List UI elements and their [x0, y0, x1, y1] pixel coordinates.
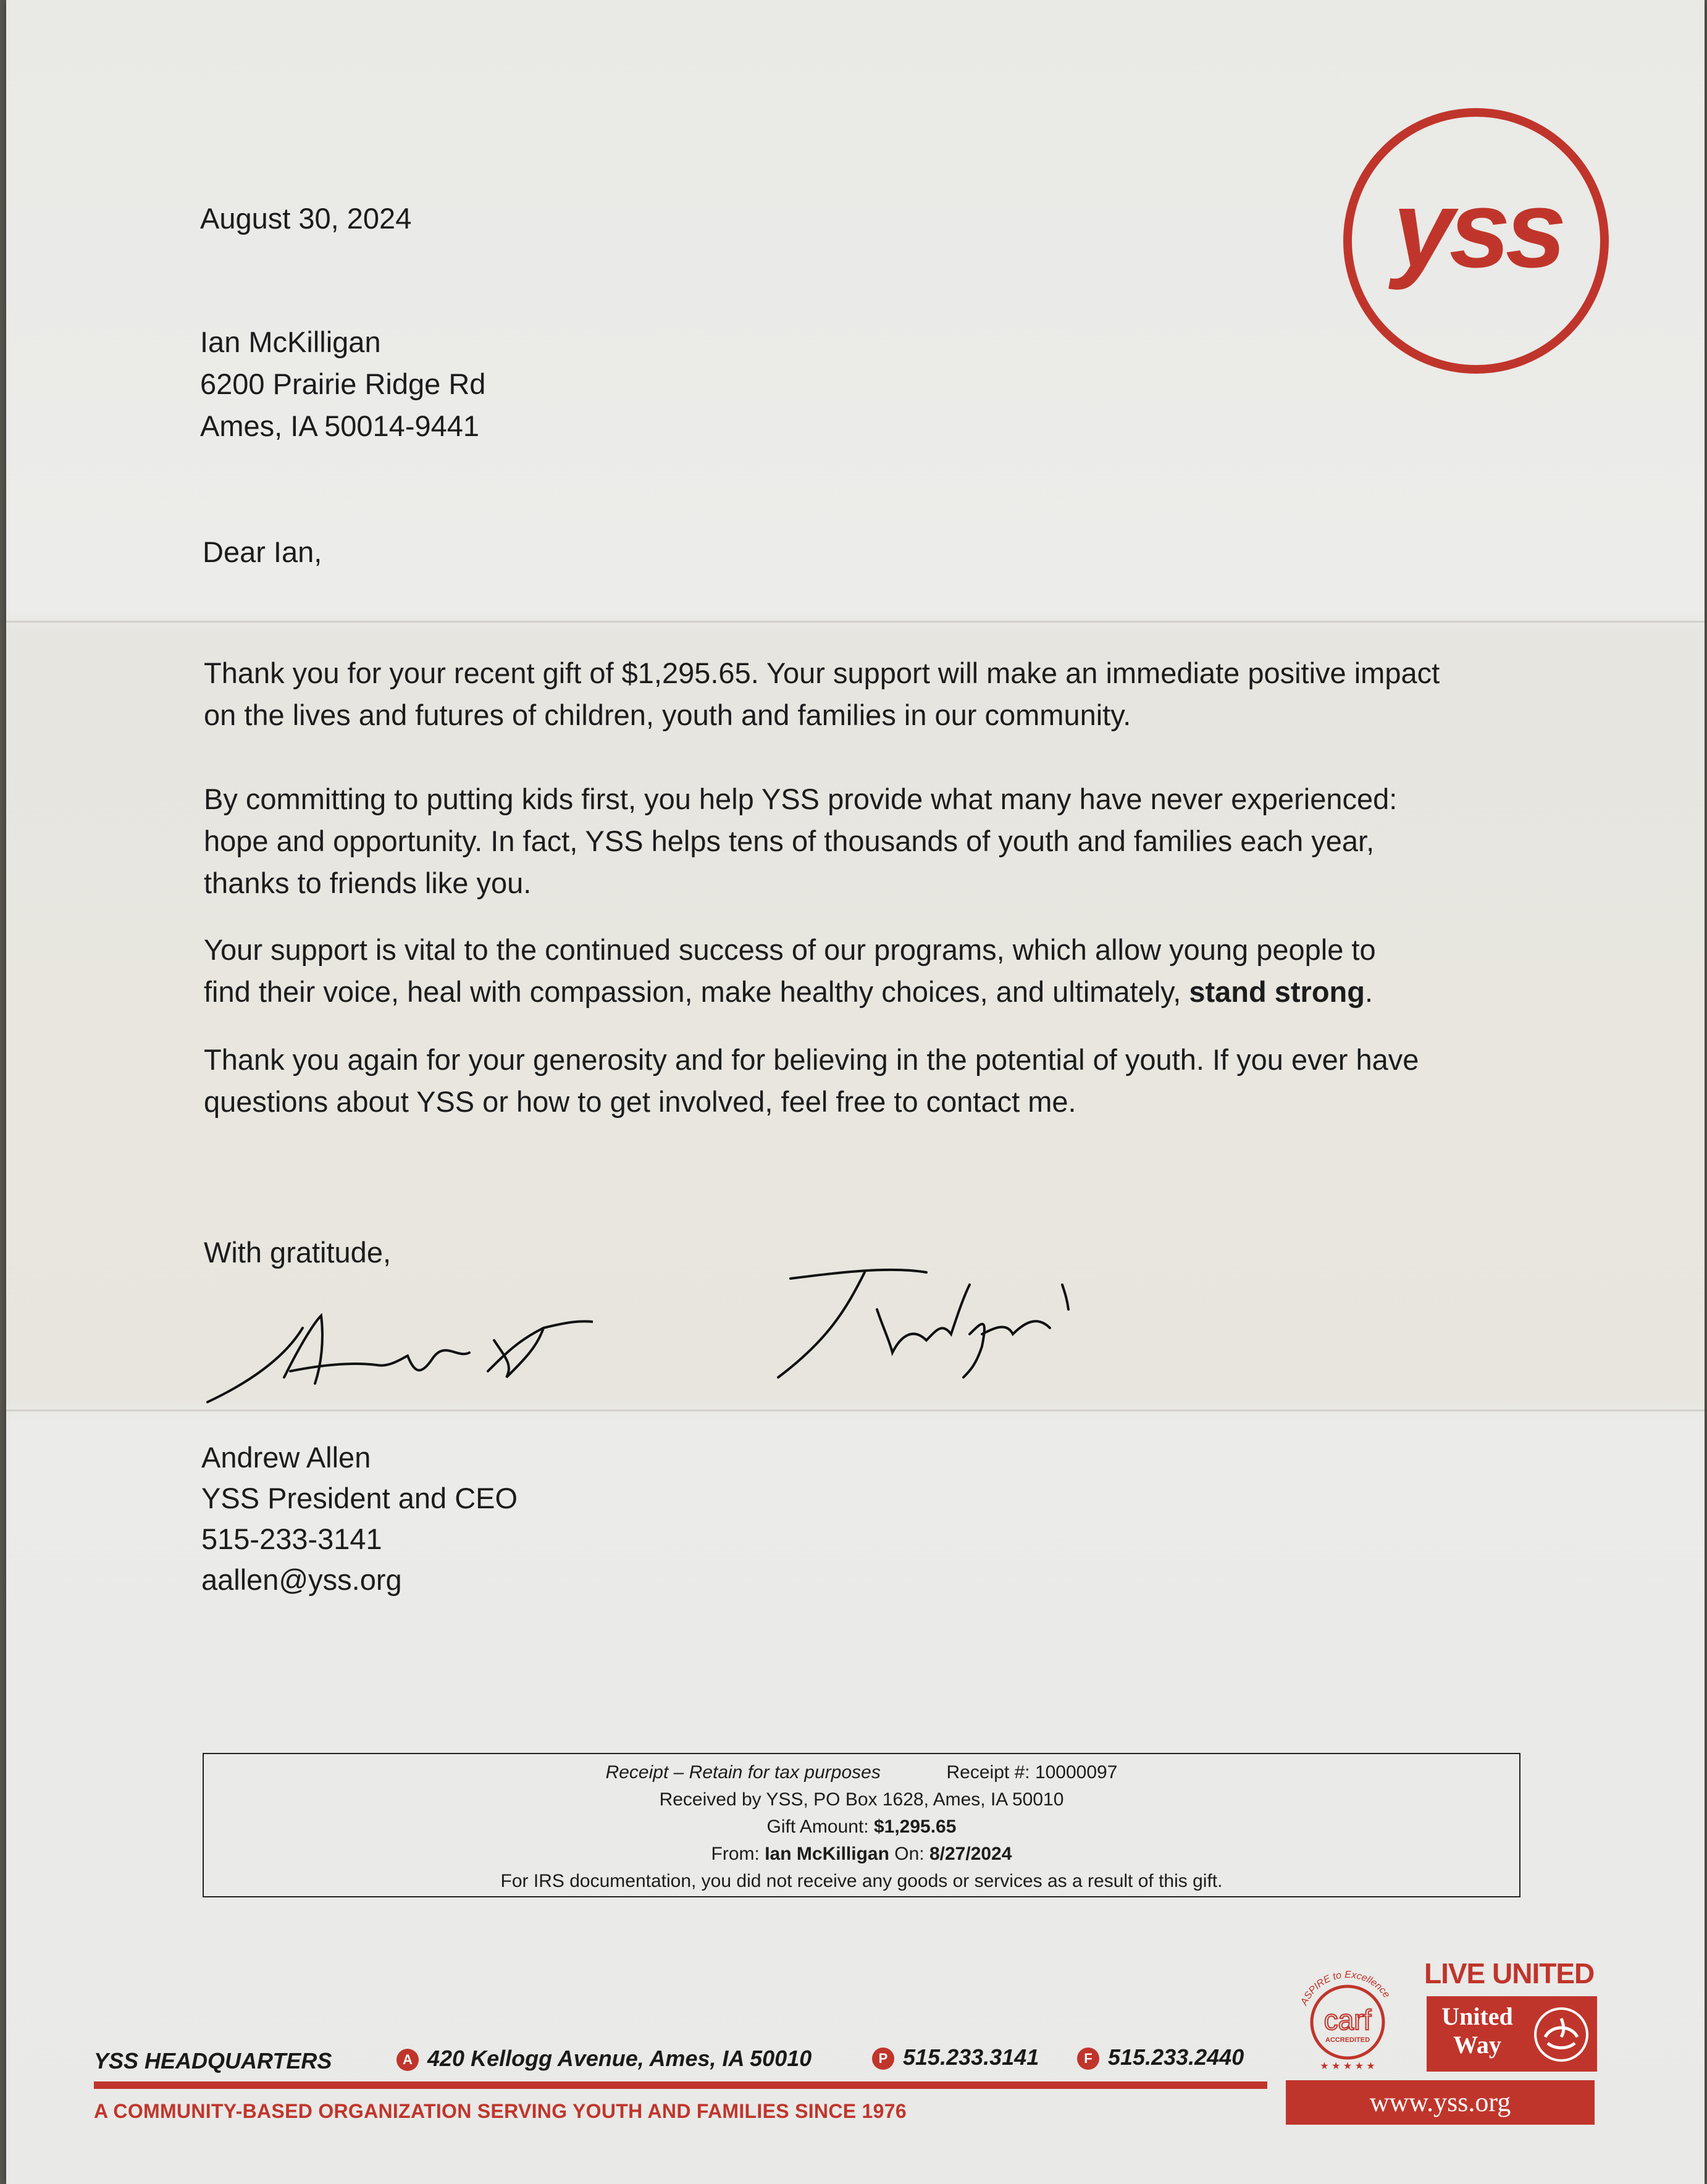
paragraph-gift	[204, 652, 1532, 736]
recipient-city: Ames, IA 50014-9441	[200, 410, 480, 442]
paragraph-line: thanks to friends like you.	[204, 867, 532, 899]
svg-text:ACCREDITED: ACCREDITED	[1325, 2036, 1370, 2044]
paragraph-line: on the lives and futures of children, youth and families in our community.	[204, 699, 1131, 731]
fold-line	[6, 1409, 1705, 1411]
paragraph-thanks	[204, 1039, 1532, 1123]
receipt-from: Ian McKilligan	[765, 1844, 889, 1864]
receipt-date: 8/27/2024	[929, 1844, 1012, 1864]
closing: With gratitude,	[204, 1236, 392, 1269]
signature-scribble	[198, 1303, 593, 1408]
footer-tagline: A COMMUNITY-BASED ORGANIZATION SERVING YOUTH AND FAMILIES SINCE 1976	[94, 2100, 907, 2122]
receipt-irs-note: For IRS documentation, you did not receive any goods or services as a result of this gift.	[500, 1871, 1223, 1891]
svg-text:carf: carf	[1323, 2004, 1372, 2036]
handwritten-thank-you	[766, 1260, 1087, 1384]
logo-text: yss	[1393, 167, 1562, 290]
letter-sheet	[6, 0, 1705, 2184]
paragraph-commitment	[204, 778, 1532, 904]
salutation: Dear Ian,	[203, 536, 322, 568]
signer-email[interactable]: aallen@yss.org	[201, 1563, 402, 1596]
united-way-logo	[1427, 1996, 1597, 2072]
receipt-amount-row: Gift Amount: $1,295.65	[766, 1816, 957, 1837]
phone-icon: P	[872, 2048, 894, 2070]
paragraph-programs	[204, 929, 1532, 1013]
receipt-amount: $1,295.65	[873, 1816, 957, 1837]
signer-title: YSS President and CEO	[201, 1482, 518, 1514]
fold-line	[6, 621, 1705, 623]
receipt-received-by: Received by YSS, PO Box 1628, Ames, IA 50010	[659, 1789, 1064, 1810]
hq-fax: F 515.233.2440	[1077, 2044, 1244, 2070]
paragraph-line: By committing to putting kids first, you help YSS provide what many have never experienced:	[204, 783, 1398, 815]
signer-name: Andrew Allen	[201, 1441, 371, 1474]
svg-text:ASPIRE to Excellence: ASPIRE to Excellence	[1299, 1969, 1392, 2007]
tax-receipt-box	[203, 1753, 1520, 1897]
receipt-from-row: From: Ian McKilligan On: 8/27/2024	[711, 1844, 1012, 1864]
fax-icon: F	[1077, 2048, 1099, 2070]
united-way-line: United	[1441, 2002, 1513, 2030]
paragraph-line: find their voice, heal with compassion, make healthy choices, and ultimately, stand strong.	[204, 975, 1374, 1008]
paragraph-line: Thank you for your recent gift of $1,295.65. Your support will make an immediate positive impact	[204, 657, 1440, 689]
receipt-number-label: Receipt #:	[946, 1762, 1030, 1783]
paragraph-line: Your support is vital to the continued success of our programs, which allow young people to	[204, 933, 1376, 966]
paragraph-line: hope and opportunity. In fact, YSS helps tens of thousands of youth and families each year,	[204, 825, 1375, 857]
live-united-label: LIVE UNITED	[1424, 1957, 1595, 1989]
letter-date: August 30, 2024	[200, 202, 412, 235]
hq-label: YSS HEADQUARTERS	[94, 2048, 332, 2073]
recipient-street: 6200 Prairie Ridge Rd	[200, 368, 486, 400]
receipt-label: Receipt – Retain for tax purposes	[605, 1762, 881, 1783]
receipt-number: 10000097	[1034, 1762, 1118, 1783]
carf-accredited-badge	[1286, 1954, 1409, 2078]
hq-address: A 420 Kellogg Avenue, Ames, IA 50010	[396, 2046, 812, 2072]
united-way-line: Way	[1453, 2031, 1501, 2059]
united-way-hand-icon	[1533, 2006, 1590, 2063]
yss-logo	[1340, 105, 1612, 377]
recipient-name: Ian McKilligan	[200, 326, 381, 358]
stand-strong-emphasis: stand strong	[1189, 975, 1365, 1008]
address-icon: A	[396, 2049, 419, 2071]
hq-phone: P 515.233.3141	[872, 2044, 1039, 2070]
receipt-header	[204, 1759, 1519, 1786]
signer-phone: 515-233-3141	[201, 1522, 382, 1555]
footer-rule	[94, 2081, 1267, 2089]
svg-text:★ ★ ★ ★ ★: ★ ★ ★ ★ ★	[1320, 2061, 1375, 2072]
website-link[interactable]: www.yss.org	[1286, 2080, 1595, 2125]
paragraph-line: questions about YSS or how to get involved, feel free to contact me.	[204, 1085, 1076, 1118]
paragraph-line: Thank you again for your generosity and for believing in the potential of youth. If you ever have	[204, 1043, 1419, 1076]
